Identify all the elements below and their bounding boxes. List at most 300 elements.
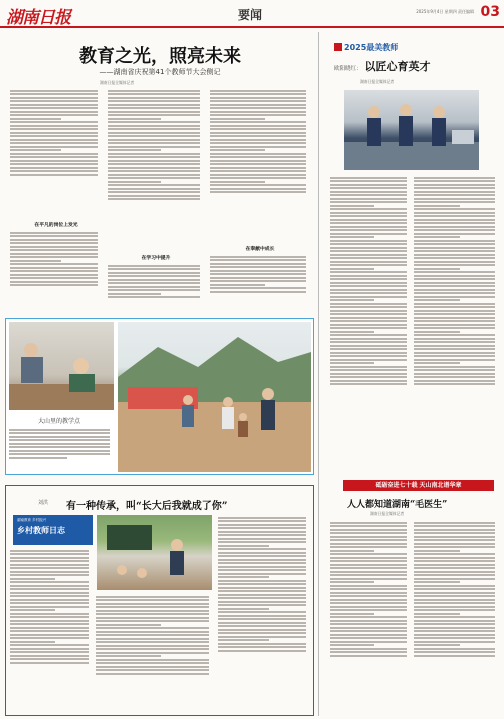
text-line [10, 609, 55, 611]
section-name: 要闻 [238, 8, 263, 22]
text-line [218, 566, 306, 568]
text-line [10, 644, 89, 646]
bottom-body-col3 [218, 515, 310, 713]
text-line [10, 588, 89, 590]
edu-headline: 以匠心育英才 [364, 60, 431, 73]
text-line [10, 630, 89, 632]
text-line [96, 662, 209, 664]
text-line [96, 610, 209, 612]
text-line [414, 557, 495, 559]
text-line [10, 564, 89, 566]
text-line [108, 282, 200, 284]
text-line [108, 146, 200, 148]
text-line [414, 553, 495, 555]
text-line [108, 121, 200, 123]
text-line [210, 135, 306, 137]
text-line [10, 655, 89, 657]
text-line [9, 443, 110, 445]
text-line [96, 596, 209, 598]
text-line [108, 97, 200, 99]
text-line [10, 135, 98, 137]
text-line [10, 585, 89, 587]
lab-illustration [344, 90, 479, 170]
text-line [10, 648, 89, 650]
text-line [10, 239, 98, 241]
text-line [9, 429, 110, 431]
text-line [414, 317, 495, 319]
text-line [330, 177, 407, 179]
text-line [330, 212, 407, 214]
text-line [414, 648, 495, 650]
text-line [210, 142, 306, 144]
doctor-banner: 砥砺奋进七十载 天山南北谱华章 [343, 480, 494, 491]
text-line [108, 265, 200, 267]
text-line [10, 623, 89, 625]
text-line [210, 90, 306, 92]
text-line [108, 198, 200, 200]
text-line [414, 383, 495, 385]
text-line [330, 338, 407, 340]
text-line [10, 104, 98, 106]
text-line [108, 296, 200, 298]
text-line [414, 299, 460, 301]
text-line [210, 149, 265, 151]
text-line [330, 578, 407, 580]
text-line [414, 581, 460, 583]
text-line [218, 552, 306, 554]
text-line [210, 160, 306, 162]
text-line [330, 240, 407, 242]
text-line [10, 274, 98, 276]
text-line [218, 636, 306, 638]
text-line [10, 267, 98, 269]
edu-feature-title[interactable] [334, 58, 431, 74]
text-line [330, 630, 407, 632]
edu-kicker: 欧阳晓红： [334, 66, 362, 72]
text-line [108, 104, 200, 106]
text-line [414, 226, 495, 228]
text-line [330, 627, 407, 629]
text-line [10, 256, 98, 258]
doctor-byline: 湖南日报全媒体记者 [370, 511, 405, 516]
text-line [96, 648, 209, 650]
text-line [414, 334, 495, 336]
text-line [330, 233, 407, 235]
text-line [330, 278, 407, 280]
text-line [9, 432, 110, 434]
text-line [414, 219, 495, 221]
text-line [210, 100, 306, 102]
text-line [108, 163, 200, 165]
text-line [210, 97, 306, 99]
text-line [330, 651, 407, 653]
text-line [108, 181, 161, 183]
text-line [108, 177, 200, 179]
text-line [10, 263, 98, 265]
text-line [330, 574, 407, 576]
main-subhead: ——湖南省庆祝第41个教师节大会侧记 [99, 68, 221, 76]
text-line [10, 128, 98, 130]
text-line [414, 331, 460, 333]
text-line [108, 153, 200, 155]
text-line [330, 599, 407, 601]
text-line [10, 581, 89, 583]
main-body-col3b [210, 254, 310, 312]
text-line [330, 226, 407, 228]
text-line [108, 118, 161, 120]
bottom-headline[interactable]: 有一种传承，叫“长大后我就成了你” [66, 501, 228, 512]
text-line [414, 254, 495, 256]
text-line [330, 543, 407, 545]
text-line [96, 613, 209, 615]
text-line [218, 534, 306, 536]
text-line [10, 574, 89, 576]
text-line [10, 641, 55, 643]
text-line [218, 625, 306, 627]
text-line [330, 198, 407, 200]
text-line [210, 277, 306, 279]
text-line [96, 624, 161, 626]
text-line [218, 608, 269, 610]
text-line [414, 198, 495, 200]
text-line [210, 181, 265, 183]
text-line [108, 174, 200, 176]
text-line [414, 366, 495, 368]
text-line [96, 599, 209, 601]
text-line [210, 132, 306, 134]
text-line [218, 555, 306, 557]
text-line [330, 655, 407, 657]
text-line [330, 595, 407, 597]
text-line [414, 327, 495, 329]
text-line [10, 156, 98, 158]
text-line [414, 306, 495, 308]
text-line [10, 139, 98, 141]
photo-caption-text [9, 427, 114, 472]
text-line [10, 132, 98, 134]
text-line [108, 114, 200, 116]
text-line [10, 620, 89, 622]
text-line [9, 446, 110, 448]
text-line [330, 184, 407, 186]
text-line [330, 648, 407, 650]
text-line [108, 125, 200, 127]
text-line [330, 313, 407, 315]
text-line [414, 602, 495, 604]
text-line [414, 257, 495, 259]
text-line [10, 616, 89, 618]
text-line [210, 156, 306, 158]
text-line [414, 599, 495, 601]
text-line [108, 184, 200, 186]
classroom-illustration [9, 322, 114, 410]
text-line [210, 184, 306, 186]
text-line [210, 125, 306, 127]
text-line [210, 104, 306, 106]
text-line [10, 142, 98, 144]
text-line [330, 247, 407, 249]
text-line [330, 257, 407, 259]
text-line [414, 529, 495, 531]
text-line [414, 292, 495, 294]
text-line [414, 236, 460, 238]
text-line [108, 188, 200, 190]
text-line [330, 303, 407, 305]
text-line [10, 249, 98, 251]
text-line [108, 93, 200, 95]
text-line [96, 634, 209, 636]
text-line [414, 338, 495, 340]
text-line [330, 553, 407, 555]
text-line [10, 111, 98, 113]
text-line [414, 613, 460, 615]
lab-photo[interactable] [344, 90, 479, 170]
text-line [10, 125, 98, 127]
text-line [414, 222, 495, 224]
text-line [330, 219, 407, 221]
classroom-photo[interactable] [9, 322, 114, 410]
text-line [108, 107, 200, 109]
students-playing-photo[interactable] [118, 322, 311, 472]
text-line [10, 553, 89, 555]
text-line [10, 160, 98, 162]
text-line [96, 673, 209, 675]
text-line [96, 638, 209, 640]
header-mark-icon [334, 43, 342, 51]
text-line [414, 585, 495, 587]
text-line [330, 352, 407, 354]
text-line [10, 107, 98, 109]
text-line [414, 275, 495, 277]
text-line [210, 266, 306, 268]
text-line [108, 289, 200, 291]
text-line [414, 376, 495, 378]
text-line [414, 362, 460, 364]
text-line [414, 352, 495, 354]
text-line [330, 254, 407, 256]
text-line [210, 291, 306, 293]
text-line [330, 250, 407, 252]
main-subtitle-1: 在平凡的岗位上发光 [34, 223, 78, 228]
text-line [330, 585, 407, 587]
text-line [210, 114, 306, 116]
text-line [414, 620, 495, 622]
text-line [330, 348, 407, 350]
text-line [330, 271, 407, 273]
text-line [414, 627, 495, 629]
text-line [330, 243, 407, 245]
text-line [330, 564, 407, 566]
edu-body-col1 [330, 175, 410, 475]
text-line [330, 320, 407, 322]
text-line [330, 539, 407, 541]
text-line [10, 550, 89, 552]
text-line [330, 317, 407, 319]
text-line [10, 613, 89, 615]
text-line [330, 201, 407, 203]
text-line [10, 93, 98, 95]
text-line [330, 275, 407, 277]
class-illustration [97, 515, 212, 590]
text-line [10, 149, 61, 151]
text-line [330, 289, 407, 291]
text-line [10, 170, 98, 172]
text-line [210, 287, 306, 289]
text-line [210, 146, 306, 148]
text-line [10, 592, 89, 594]
text-line [210, 188, 306, 190]
doctor-body-col1 [330, 520, 410, 715]
text-line [330, 616, 407, 618]
text-line [10, 253, 98, 255]
teacher-class-photo[interactable] [97, 515, 212, 590]
text-line [330, 334, 407, 336]
text-line [108, 139, 200, 141]
text-line [218, 643, 306, 645]
bottom-body-col2 [96, 594, 214, 713]
text-line [10, 242, 98, 244]
text-line [210, 163, 306, 165]
text-line [218, 527, 306, 529]
text-line [96, 659, 209, 661]
text-line [330, 331, 374, 333]
main-byline: 湖南日报全媒体记者 [100, 80, 135, 85]
text-line [108, 128, 200, 130]
text-line [330, 292, 407, 294]
text-line [414, 369, 495, 371]
edu-feature-header [334, 42, 398, 53]
text-line [10, 235, 98, 237]
text-line [210, 111, 306, 113]
text-line [218, 559, 306, 561]
text-line [330, 327, 407, 329]
photo-feature [5, 318, 314, 475]
text-line [210, 284, 265, 286]
text-line [330, 324, 407, 326]
text-line [96, 641, 209, 643]
main-headline[interactable]: 教育之光，照亮未来 [79, 46, 241, 67]
text-line [210, 167, 306, 169]
playground-illustration [118, 322, 311, 472]
text-line [414, 634, 495, 636]
text-line [108, 279, 200, 281]
text-line [10, 90, 98, 92]
text-line [218, 580, 306, 582]
text-line [414, 247, 495, 249]
text-line [210, 259, 306, 261]
text-line [330, 191, 407, 193]
text-line [218, 622, 306, 624]
text-line [414, 651, 495, 653]
text-line [108, 170, 200, 172]
text-line [414, 324, 495, 326]
text-line [96, 631, 209, 633]
text-line [330, 522, 407, 524]
text-line [108, 100, 200, 102]
text-line [330, 194, 407, 196]
newspaper-logo[interactable]: 湖南日报 [6, 8, 70, 28]
text-line [330, 306, 407, 308]
text-line [330, 546, 407, 548]
text-line [10, 114, 98, 116]
bottom-body-col1 [10, 548, 92, 713]
main-body-col2 [108, 88, 204, 252]
main-body-col1b [10, 230, 102, 312]
text-line [218, 531, 306, 533]
text-line [218, 611, 306, 613]
doctor-body-col2 [414, 520, 498, 715]
text-line [414, 205, 460, 207]
text-line [414, 187, 495, 189]
text-line [414, 630, 495, 632]
text-line [108, 286, 200, 288]
text-line [108, 156, 200, 158]
text-line [330, 525, 407, 527]
text-line [218, 541, 306, 543]
text-line [10, 163, 98, 165]
text-line [414, 637, 495, 639]
text-line [330, 620, 407, 622]
text-line [108, 160, 200, 162]
text-line [218, 583, 306, 585]
text-line [330, 536, 407, 538]
column-divider [318, 32, 319, 716]
text-line [210, 139, 306, 141]
text-line [9, 453, 110, 455]
text-line [10, 118, 61, 120]
text-line [414, 201, 495, 203]
text-line [330, 532, 407, 534]
text-line [414, 355, 495, 357]
text-line [210, 191, 306, 193]
text-line [330, 571, 407, 573]
text-line [10, 662, 89, 664]
doctor-headline[interactable]: 人人都知道湖南“毛医生” [347, 500, 448, 510]
text-line [330, 222, 407, 224]
text-line [10, 100, 98, 102]
text-line [108, 132, 200, 134]
text-line [414, 278, 495, 280]
text-line [210, 153, 306, 155]
text-line [10, 578, 55, 580]
text-line [10, 153, 98, 155]
text-line [9, 457, 67, 459]
text-line [414, 212, 495, 214]
text-line [218, 629, 306, 631]
text-line [96, 655, 161, 657]
text-line [108, 90, 200, 92]
text-line [414, 233, 495, 235]
text-line [414, 229, 495, 231]
text-line [414, 595, 495, 597]
text-line [414, 303, 495, 305]
text-line [210, 270, 306, 272]
text-line [218, 650, 306, 652]
text-line [96, 603, 209, 605]
text-line [96, 645, 209, 647]
text-line [330, 208, 407, 210]
text-line [414, 525, 495, 527]
text-line [330, 592, 407, 594]
text-line [10, 277, 98, 279]
text-line [210, 280, 306, 282]
text-line [108, 167, 200, 169]
text-line [10, 606, 89, 608]
text-line [414, 623, 495, 625]
text-line [414, 184, 495, 186]
text-line [330, 529, 407, 531]
text-line [96, 627, 209, 629]
